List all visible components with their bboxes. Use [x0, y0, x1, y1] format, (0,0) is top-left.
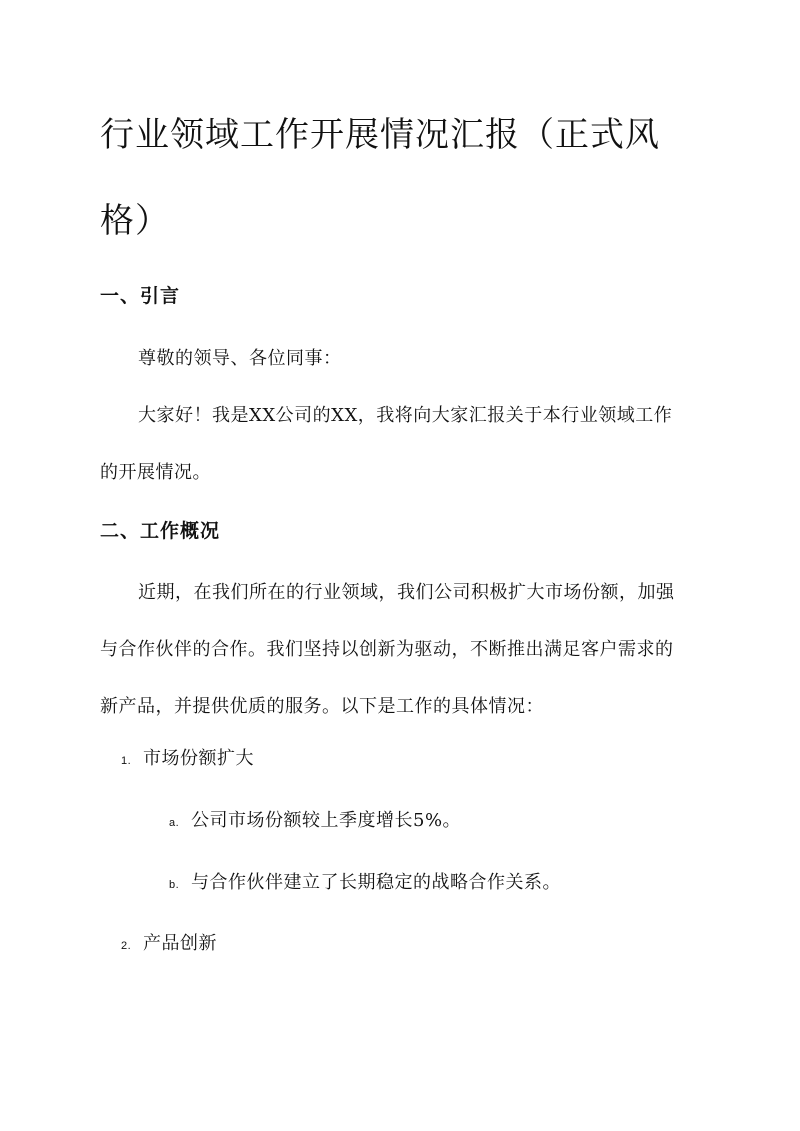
list-item-label: 产品创新: [143, 933, 217, 954]
sub-list-item: [169, 868, 561, 894]
section-heading-intro: 一、引言: [100, 285, 181, 307]
sub-list-item: [169, 806, 461, 832]
list-item-label: 市场份额扩大: [143, 748, 254, 769]
sub-list-item-text: 公司市场份额较上季度增长5%。: [191, 810, 462, 831]
sub-list-item-text: 与合作伙伴建立了长期稳定的战略合作关系。: [191, 872, 561, 893]
list-number: 2.: [121, 940, 132, 952]
list-number: 1.: [121, 755, 132, 767]
paragraph-greeting: 尊敬的领导、各位同事：: [138, 348, 342, 369]
sub-list-letter: b.: [169, 879, 180, 891]
page-title: 行业领域工作开展情况汇报（正式风格）: [100, 115, 660, 241]
paragraph-overview: 近期，在我们所在的行业领域，我们公司积极扩大市场份额，加强与合作伙伴的合作。我们坚持以创新为驱动，不断推出满足客户需求的新产品，并提供优质的服务。以下是工作的具体情况：: [100, 582, 675, 717]
list-item: [121, 744, 254, 770]
paragraph-intro: 大家好！我是XX公司的XX，我将向大家汇报关于本行业领域工作的开展情况。: [100, 405, 673, 483]
section-heading-overview: 二、工作概况: [100, 520, 221, 542]
list-item: [121, 929, 217, 955]
sub-list-letter: a.: [169, 817, 180, 829]
